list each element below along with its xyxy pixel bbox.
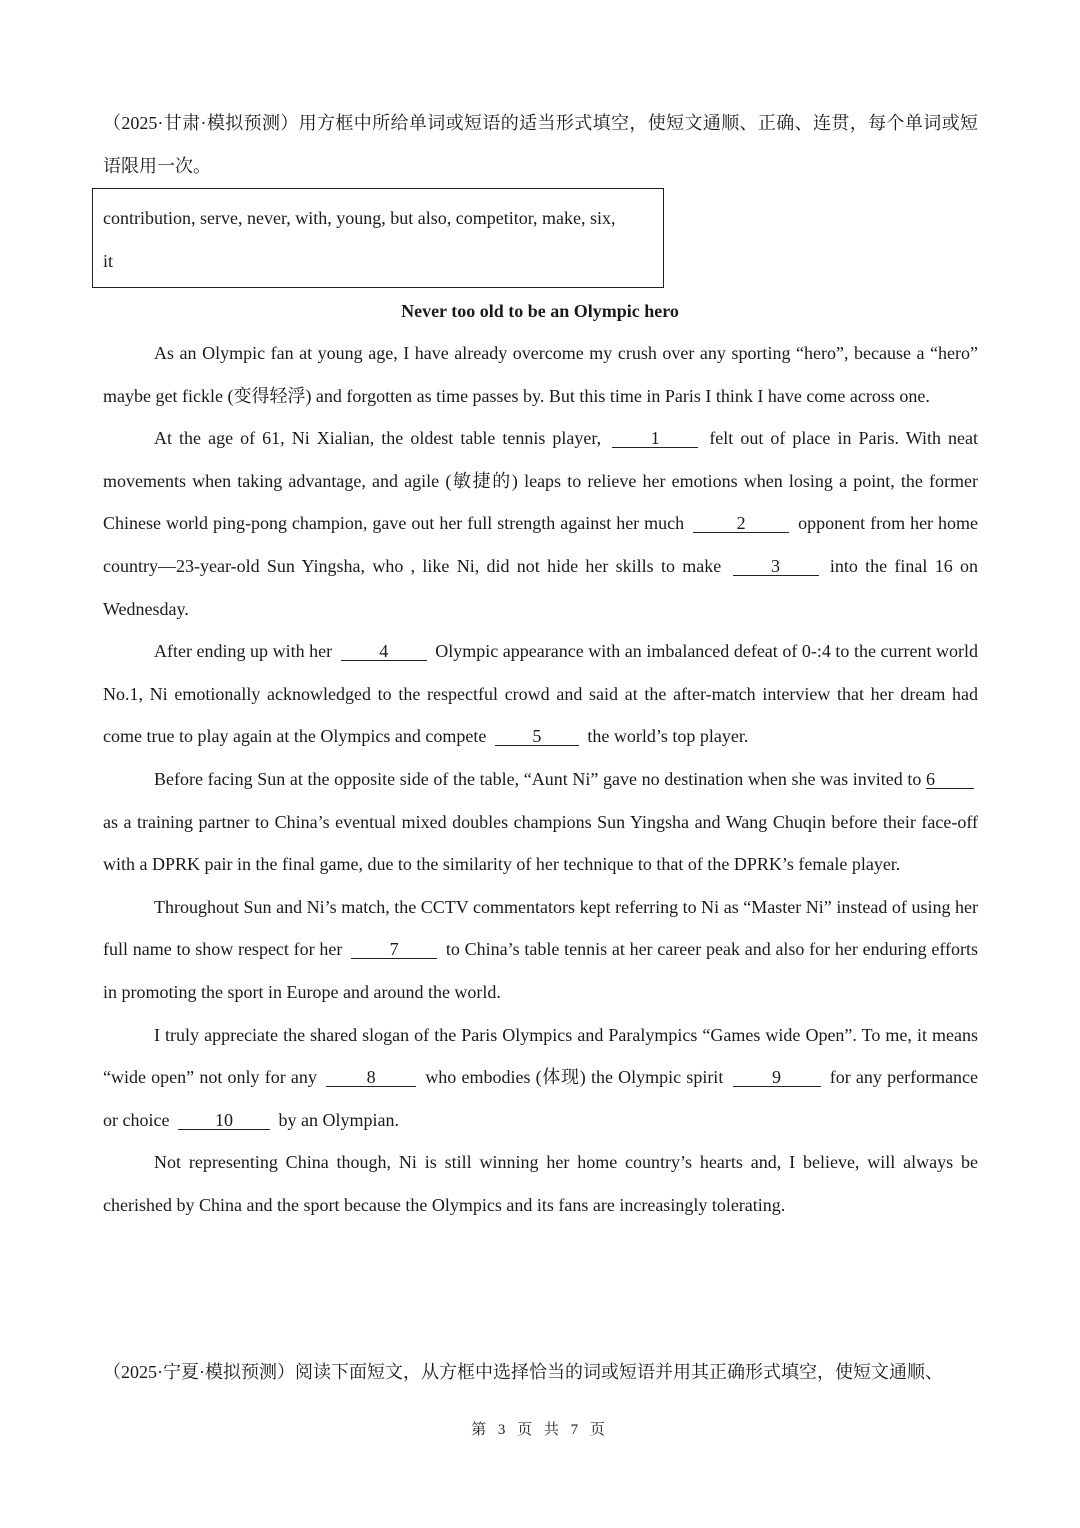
blank-4[interactable]: 4 [341,642,427,661]
paragraph-5 [103,886,978,1014]
paragraph-7 [103,1141,978,1226]
passage-body [103,332,978,1226]
next-question-instructions: （2025·宁夏·模拟预测）阅读下面短文，从方框中选择恰当的词或短语并用其正确形式填空，使短文通顺、 [103,1362,943,1382]
word-bank-line-2: it [103,251,114,271]
blank-6[interactable]: 6 [926,770,974,789]
paragraph-3 [103,630,978,758]
paragraph-1-text: As an Olympic fan at young age, I have already overcome my crush over any sporting “hero”, because a “hero” maybe get fickle (变得轻浮) and forgotten as time passes by. But this time in Paris I think I have come across one. [103,343,978,406]
paragraph-text: who embodies (体现) the Olympic spirit [425,1067,724,1088]
paragraph-text: opponent from her home country—23-year-old Sun Yingsha, who , like Ni, did not hide her skills to make [103,513,979,576]
question-instructions: （2025·甘肃·模拟预测）用方框中所给单词或短语的适当形式填空，使短文通顺、正确、连贯，每个单词或短语限用一次。 [103,113,978,176]
blank-8[interactable]: 8 [326,1068,416,1087]
blank-3[interactable]: 3 [733,557,819,576]
paragraph-text: I truly appreciate the shared slogan of the Paris Olympics and Paralympics “Games wide Open”. To me, it means “wide open” not only for any [103,1024,978,1088]
blank-1[interactable]: 1 [612,429,698,448]
paragraph-text: Olympic appearance with an imbalanced defeat of 0-:4 to the current world No.1, Ni emotionally acknowledged to the respectful crowd and said at the after-match interview that her dream had come true to play again at the Olympics and compete [103,641,979,747]
paragraph-text: as a training partner to China’s eventual mixed doubles champions Sun Yingsha and Wang Chuqin before their face-off with a DPRK pair in the final game, due to the similarity of her technique to that of the DPRK’s female player. [103,811,978,875]
paragraph-text: Before facing Sun at the opposite side of the table, “Aunt Ni” gave no destination when she was invited to [154,768,922,789]
page-footer: 第 3 页 共 7 页 [471,1422,609,1438]
paragraph-2 [103,417,978,630]
paragraph-4 [103,758,978,886]
paragraph-text: into the final 16 on Wednesday. [103,555,979,619]
paragraph-text: At the age of 61, Ni Xialian, the oldest table tennis player, [154,428,602,449]
blank-2[interactable]: 2 [693,514,789,533]
paragraph-text: Throughout Sun and Ni’s match, the CCTV commentators kept referring to Ni as “Master Ni” instead of using her full name to show respect for her [103,896,978,960]
paragraph-text: to China’s table tennis at her career peak and also for her enduring efforts in promoting the sport in Europe and around the world. [103,939,979,1002]
paragraph-7-text: Not representing China though, Ni is still winning her home country’s hearts and, I believe, will always be cherished by China and the sport because the Olympics and its fans are increasingly tolerating. [103,1152,978,1215]
paragraph-text: the world’s top player. [587,726,749,747]
paragraph-1 [103,332,978,417]
paragraph-6 [103,1014,978,1142]
paragraph-text: for any performance or choice [103,1067,979,1130]
paragraph-text: After ending up with her [154,641,333,662]
paragraph-text: felt out of place in Paris. With neat movements when taking advantage, and agile (敏捷的) leaps to relieve her emotions when losing a point, the former Chinese world ping-pong champion, gave out her full strength against her much [103,428,979,534]
passage-title: Never too old to be an Olympic hero [401,301,679,321]
word-bank-line-1: contribution, serve, never, with, young, but also, competitor, make, six, [103,208,616,228]
blank-5[interactable]: 5 [495,727,579,746]
blank-7[interactable]: 7 [351,940,437,959]
word-bank-box [92,188,664,288]
blank-10[interactable]: 10 [178,1111,270,1130]
paragraph-text: by an Olympian. [278,1109,399,1130]
blank-9[interactable]: 9 [733,1068,821,1087]
